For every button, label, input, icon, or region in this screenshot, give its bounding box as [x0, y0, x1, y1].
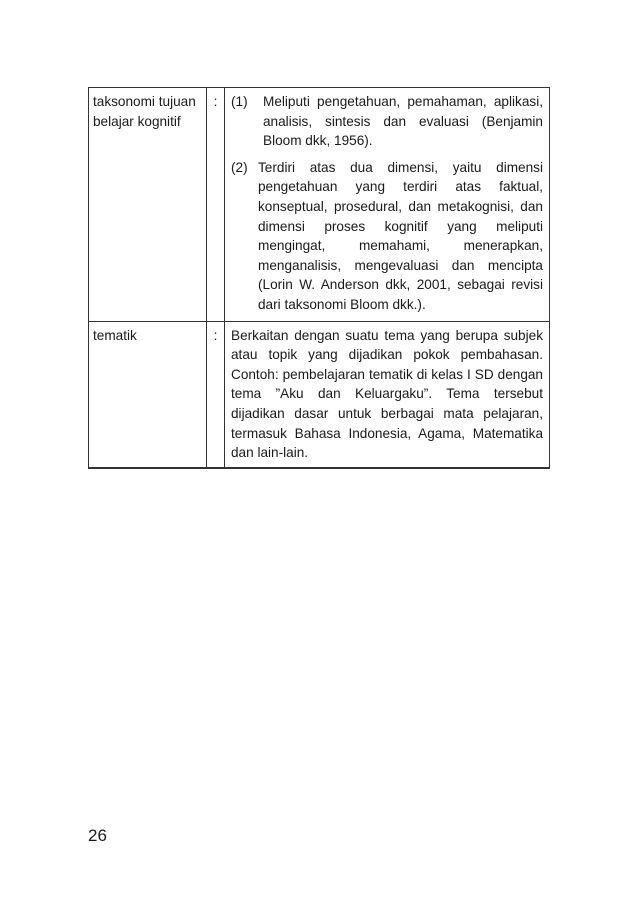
- glossary-term: [89, 321, 207, 468]
- glossary-definition: [225, 88, 550, 322]
- glossary-entry: [89, 88, 550, 322]
- glossary-definition: [225, 321, 550, 468]
- item-text: Terdiri atas dua dimensi, yaitu dimensi pengetahuan yang terdiri atas faktual, konseptual, prosedural, dan metakognisi, dan dimensi proses kognitif yang meliputi mengingat, memahami, menerapkan, menganalisis, mengevaluasi dan mencipta (Lorin W. Anderson dkk, 2001, sebagai revisi dari taksonomi Bloom dkk.).: [258, 159, 543, 312]
- term-separator: :: [207, 321, 225, 468]
- term-text: tematik: [93, 327, 137, 343]
- item-number: (2): [231, 159, 248, 175]
- definition-item: [231, 158, 543, 315]
- glossary-term: [89, 88, 207, 322]
- item-number: (1): [231, 94, 248, 109]
- term-separator: :: [207, 88, 225, 322]
- definition-text: Berkaitan dengan suatu tema yang berupa subjek atau topik yang dijadikan pokok pembahasan. Contoh: pembelajaran tematik di kelas I SD dengan tema ”Aku dan Keluargaku”. Tema tersebut dijadikan dasar untuk berbagai mata pelajaran, termasuk Bahasa Indonesia, Agama, Matematika dan lain-lain.: [231, 327, 543, 461]
- item-text: Meliputi pengetahuan, pemahaman, aplikasi, analisis, sintesis dan evaluasi (Benjamin Bloom dkk, 1956).: [263, 94, 543, 149]
- glossary-entry: [89, 321, 550, 468]
- page-number: 26: [88, 826, 107, 845]
- term-text: taksonomi tujuan belajar kognitif: [93, 94, 196, 129]
- glossary-table: [88, 87, 550, 469]
- definition-item: [231, 92, 543, 151]
